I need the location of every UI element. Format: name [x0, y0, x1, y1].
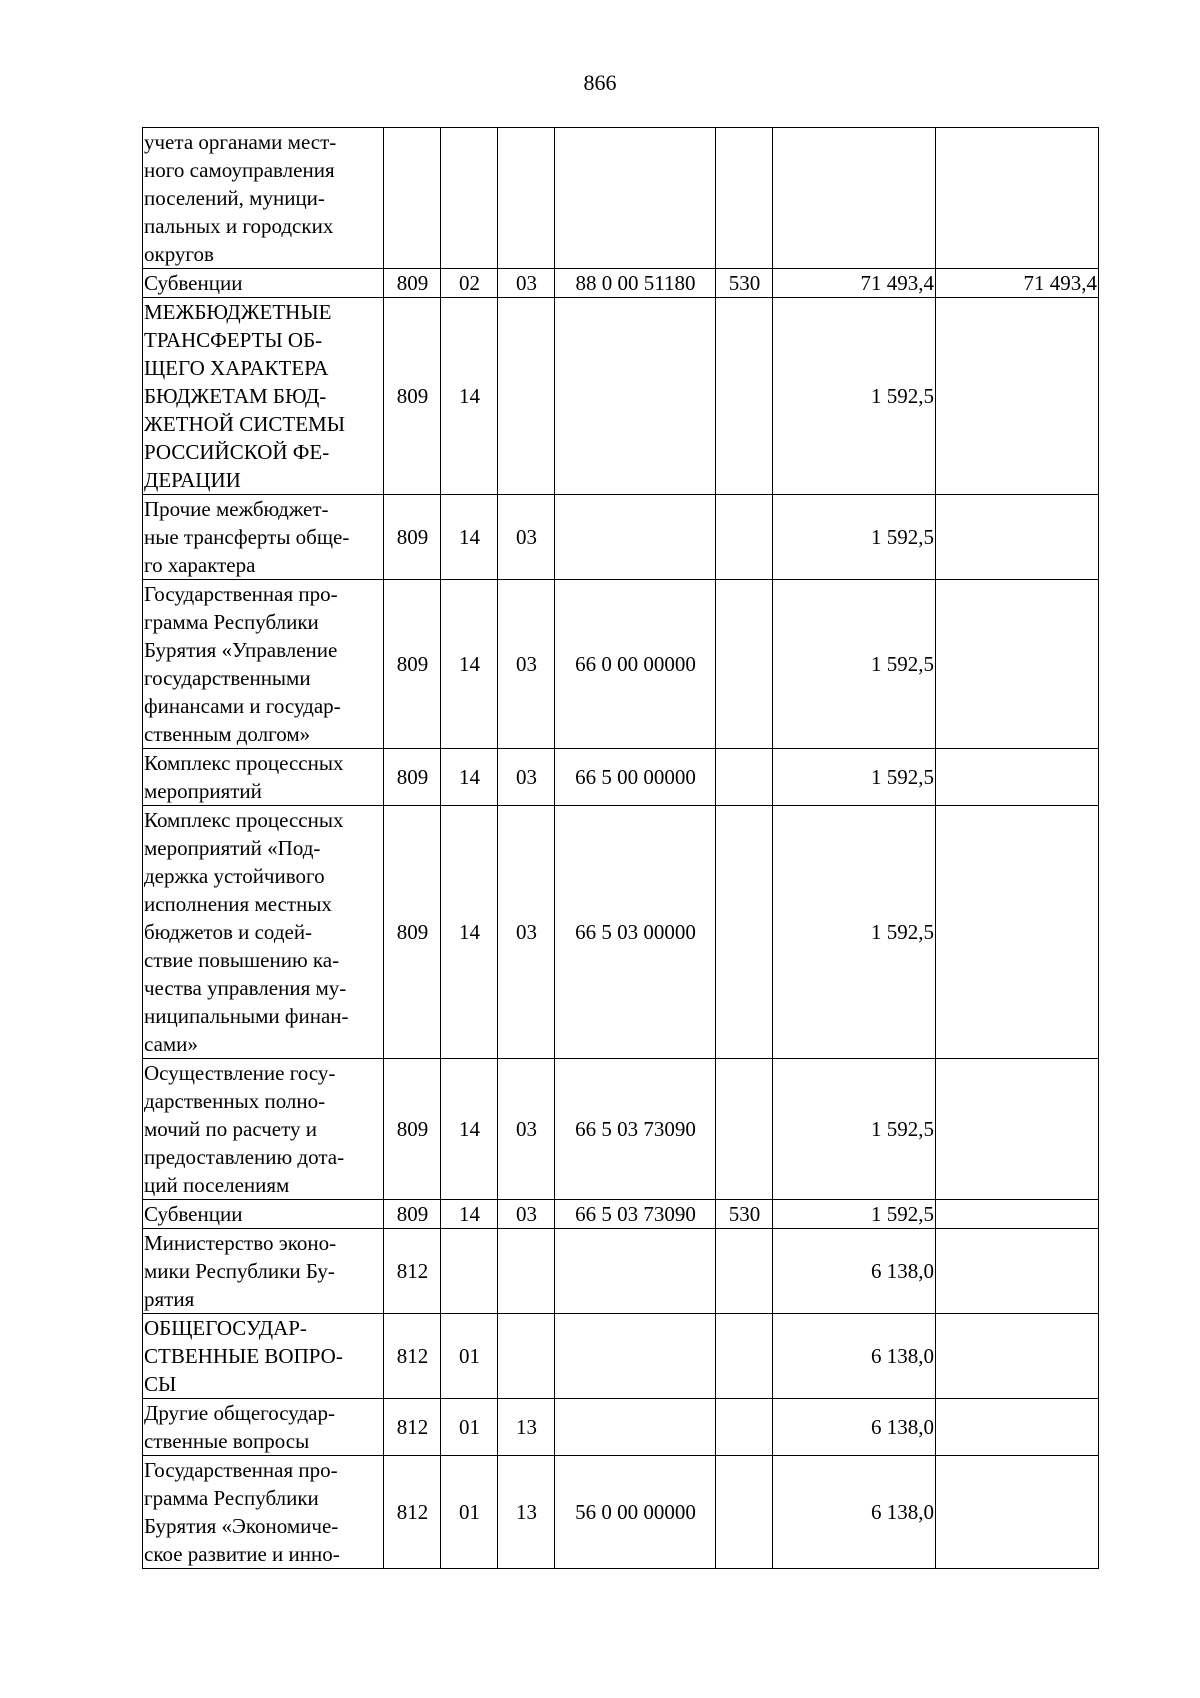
amount-cell-1: 1 592,5: [773, 806, 936, 1059]
item-name-line: Другие общегосудар-: [144, 1401, 335, 1425]
subsection-code-cell: 13: [498, 1399, 555, 1456]
item-name-line: Государственная про-: [144, 1458, 338, 1482]
ministry-code-cell: 812: [384, 1314, 441, 1399]
table-row: [143, 1456, 1099, 1569]
ministry-code-cell: [384, 128, 441, 269]
subsection-code-cell: 13: [498, 1456, 555, 1569]
subsection-code-cell: 03: [498, 806, 555, 1059]
table-row: [143, 1059, 1099, 1200]
item-name-cell: [143, 298, 384, 495]
amount-cell-2: [936, 580, 1099, 749]
item-name-line: исполнения местных: [144, 892, 332, 916]
ministry-code-cell: 812: [384, 1456, 441, 1569]
subsection-code-cell: [498, 1314, 555, 1399]
table-row: [143, 495, 1099, 580]
item-name-line: ДЕРАЦИИ: [144, 468, 241, 492]
table-row: [143, 298, 1099, 495]
item-name-line: ные трансферты обще-: [144, 525, 350, 549]
target-article-cell: 66 5 03 73090: [555, 1200, 716, 1229]
section-code-cell: 14: [441, 749, 498, 806]
item-name-line: Субвенции: [144, 271, 243, 295]
target-article-cell: 66 5 03 73090: [555, 1059, 716, 1200]
amount-cell-2: [936, 1229, 1099, 1314]
item-name-line: СЫ: [144, 1372, 177, 1396]
expense-type-cell: [716, 806, 773, 1059]
amount-cell-1: 71 493,4: [773, 269, 936, 298]
item-name-cell: [143, 1399, 384, 1456]
item-name-line: сами»: [144, 1032, 198, 1056]
amount-cell-1: [773, 128, 936, 269]
section-code-cell: 14: [441, 806, 498, 1059]
item-name-line: ОБЩЕГОСУДАР-: [144, 1316, 307, 1340]
expense-type-cell: [716, 298, 773, 495]
section-code-cell: 14: [441, 1200, 498, 1229]
amount-cell-2: [936, 749, 1099, 806]
expense-type-cell: [716, 128, 773, 269]
item-name-line: го характера: [144, 553, 256, 577]
section-code-cell: 14: [441, 495, 498, 580]
target-article-cell: 66 5 00 00000: [555, 749, 716, 806]
ministry-code-cell: 812: [384, 1229, 441, 1314]
expense-type-cell: [716, 1456, 773, 1569]
target-article-cell: [555, 128, 716, 269]
amount-cell-2: [936, 1200, 1099, 1229]
expense-type-cell: 530: [716, 269, 773, 298]
item-name-cell: [143, 1456, 384, 1569]
amount-cell-1: 6 138,0: [773, 1314, 936, 1399]
amount-cell-2: [936, 1456, 1099, 1569]
item-name-line: мероприятий «Под-: [144, 836, 321, 860]
item-name-cell: [143, 1314, 384, 1399]
ministry-code-cell: 809: [384, 298, 441, 495]
expense-type-cell: [716, 1399, 773, 1456]
amount-cell-1: 1 592,5: [773, 749, 936, 806]
target-article-cell: 66 0 00 00000: [555, 580, 716, 749]
item-name-line: поселений, муници-: [144, 186, 325, 210]
section-code-cell: 01: [441, 1456, 498, 1569]
section-code-cell: [441, 1229, 498, 1314]
section-code-cell: 01: [441, 1314, 498, 1399]
target-article-cell: [555, 1229, 716, 1314]
subsection-code-cell: [498, 1229, 555, 1314]
item-name-line: ственным долгом»: [144, 722, 311, 746]
item-name-line: грамма Республики: [144, 610, 319, 634]
amount-cell-2: [936, 806, 1099, 1059]
amount-cell-2: [936, 1314, 1099, 1399]
item-name-line: РОССИЙСКОЙ ФЕ-: [144, 440, 330, 464]
budget-table: [142, 127, 1099, 1569]
target-article-cell: 56 0 00 00000: [555, 1456, 716, 1569]
table-row: [143, 1229, 1099, 1314]
item-name-line: Комплекс процессных: [144, 808, 344, 832]
target-article-cell: 88 0 00 51180: [555, 269, 716, 298]
ministry-code-cell: 809: [384, 580, 441, 749]
item-name-line: Прочие межбюджет-: [144, 497, 329, 521]
item-name-line: держка устойчивого: [144, 864, 325, 888]
item-name-line: ниципальными финан-: [144, 1004, 349, 1028]
item-name-line: МЕЖБЮДЖЕТНЫЕ: [144, 300, 332, 324]
item-name-cell: [143, 749, 384, 806]
subsection-code-cell: [498, 128, 555, 269]
section-code-cell: 02: [441, 269, 498, 298]
item-name-line: дарственных полно-: [144, 1089, 326, 1113]
item-name-line: БЮДЖЕТАМ БЮД-: [144, 384, 327, 408]
item-name-line: Бурятия «Экономиче-: [144, 1514, 339, 1538]
section-code-cell: 01: [441, 1399, 498, 1456]
item-name-line: государственными: [144, 666, 311, 690]
amount-cell-1: 1 592,5: [773, 298, 936, 495]
subsection-code-cell: 03: [498, 749, 555, 806]
target-article-cell: 66 5 03 00000: [555, 806, 716, 1059]
target-article-cell: [555, 1314, 716, 1399]
expense-type-cell: [716, 1314, 773, 1399]
item-name-line: бюджетов и содей-: [144, 920, 313, 944]
amount-cell-2: 71 493,4: [936, 269, 1099, 298]
item-name-line: ственные вопросы: [144, 1429, 310, 1453]
item-name-line: ного самоуправления: [144, 158, 335, 182]
amount-cell-2: [936, 1059, 1099, 1200]
target-article-cell: [555, 1399, 716, 1456]
item-name-line: округов: [144, 242, 214, 266]
amount-cell-1: 1 592,5: [773, 1059, 936, 1200]
item-name-line: Бурятия «Управление: [144, 638, 338, 662]
expense-type-cell: [716, 1059, 773, 1200]
item-name-line: ТРАНСФЕРТЫ ОБ-: [144, 328, 323, 352]
ministry-code-cell: 809: [384, 1059, 441, 1200]
item-name-cell: [143, 1229, 384, 1314]
table-row: [143, 806, 1099, 1059]
target-article-cell: [555, 298, 716, 495]
item-name-line: Комплекс процессных: [144, 751, 344, 775]
item-name-line: ЩЕГО ХАРАКТЕРА: [144, 356, 329, 380]
item-name-cell: [143, 1200, 384, 1229]
section-code-cell: 14: [441, 1059, 498, 1200]
item-name-line: ЖЕТНОЙ СИСТЕМЫ: [144, 412, 346, 436]
table-row: [143, 1399, 1099, 1456]
item-name-line: ций поселениям: [144, 1173, 290, 1197]
item-name-line: Министерство эконо-: [144, 1231, 337, 1255]
subsection-code-cell: 03: [498, 1200, 555, 1229]
item-name-line: Осуществление госу-: [144, 1061, 336, 1085]
budget-table-body: [143, 128, 1099, 1569]
item-name-line: мики Республики Бу-: [144, 1259, 335, 1283]
expense-type-cell: [716, 749, 773, 806]
subsection-code-cell: [498, 298, 555, 495]
item-name-line: Государственная про-: [144, 582, 338, 606]
item-name-line: чества управления му-: [144, 976, 347, 1000]
item-name-line: учета органами мест-: [144, 130, 337, 154]
table-row: [143, 1314, 1099, 1399]
table-row: [143, 269, 1099, 298]
item-name-line: финансами и государ-: [144, 694, 341, 718]
table-row: [143, 580, 1099, 749]
page-number: 866: [583, 70, 617, 95]
item-name-line: предоставлению дота-: [144, 1145, 345, 1169]
ministry-code-cell: 809: [384, 749, 441, 806]
amount-cell-2: [936, 128, 1099, 269]
subsection-code-cell: 03: [498, 580, 555, 749]
expense-type-cell: [716, 1229, 773, 1314]
item-name-line: мочий по расчету и: [144, 1117, 318, 1141]
item-name-cell: [143, 1059, 384, 1200]
subsection-code-cell: 03: [498, 269, 555, 298]
section-code-cell: 14: [441, 298, 498, 495]
item-name-cell: [143, 128, 384, 269]
table-row: [143, 128, 1099, 269]
ministry-code-cell: 812: [384, 1399, 441, 1456]
amount-cell-2: [936, 298, 1099, 495]
amount-cell-1: 6 138,0: [773, 1456, 936, 1569]
item-name-line: СТВЕННЫЕ ВОПРО-: [144, 1344, 343, 1368]
ministry-code-cell: 809: [384, 269, 441, 298]
item-name-line: грамма Республики: [144, 1486, 319, 1510]
expense-type-cell: [716, 495, 773, 580]
item-name-cell: [143, 806, 384, 1059]
table-row: [143, 749, 1099, 806]
section-code-cell: [441, 128, 498, 269]
item-name-cell: [143, 269, 384, 298]
ministry-code-cell: 809: [384, 1200, 441, 1229]
amount-cell-2: [936, 1399, 1099, 1456]
subsection-code-cell: 03: [498, 495, 555, 580]
item-name-line: ское развитие и инно-: [144, 1542, 340, 1566]
ministry-code-cell: 809: [384, 495, 441, 580]
amount-cell-1: 6 138,0: [773, 1229, 936, 1314]
amount-cell-1: 1 592,5: [773, 1200, 936, 1229]
ministry-code-cell: 809: [384, 806, 441, 1059]
item-name-line: пальных и городских: [144, 214, 334, 238]
item-name-line: рятия: [144, 1287, 195, 1311]
item-name-line: мероприятий: [144, 779, 262, 803]
amount-cell-1: 6 138,0: [773, 1399, 936, 1456]
item-name-line: ствие повышению ка-: [144, 948, 340, 972]
amount-cell-1: 1 592,5: [773, 580, 936, 749]
expense-type-cell: [716, 580, 773, 749]
target-article-cell: [555, 495, 716, 580]
subsection-code-cell: 03: [498, 1059, 555, 1200]
table-row: [143, 1200, 1099, 1229]
amount-cell-1: 1 592,5: [773, 495, 936, 580]
amount-cell-2: [936, 495, 1099, 580]
item-name-cell: [143, 495, 384, 580]
section-code-cell: 14: [441, 580, 498, 749]
item-name-cell: [143, 580, 384, 749]
item-name-line: Субвенции: [144, 1202, 243, 1226]
expense-type-cell: 530: [716, 1200, 773, 1229]
